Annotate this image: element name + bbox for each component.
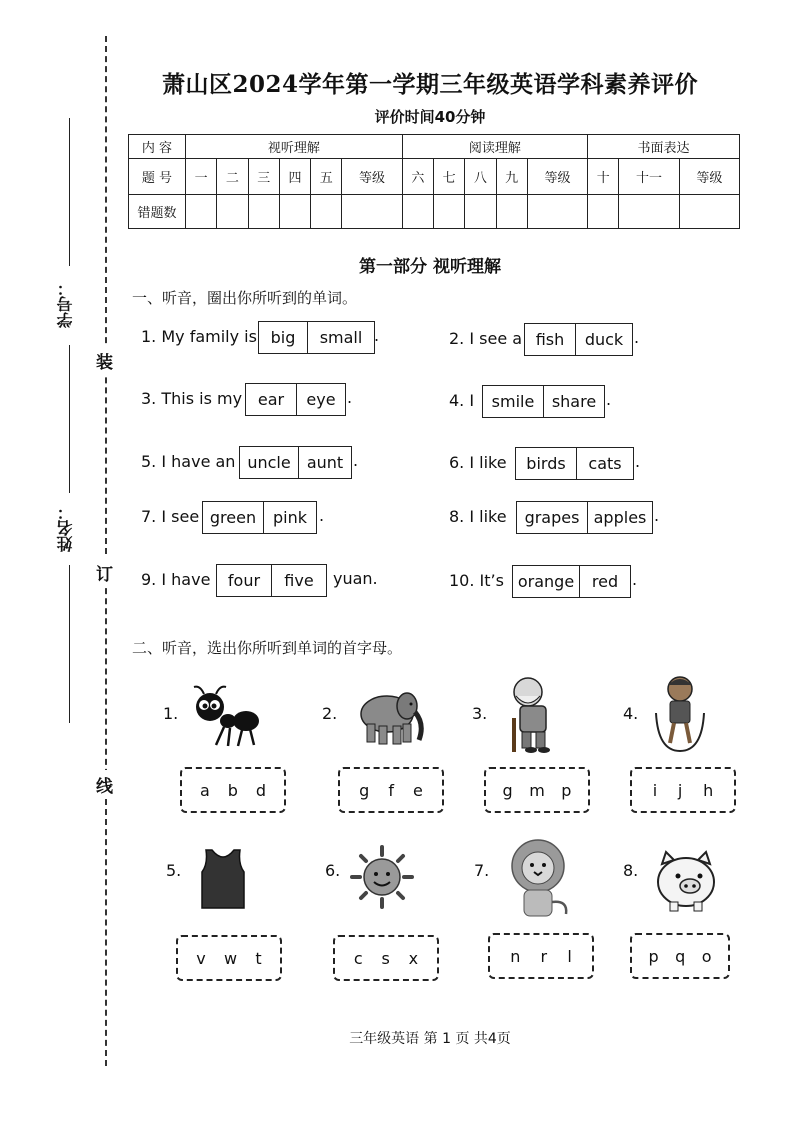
letter-choice-box [484,767,590,813]
question-text: 3. This is my [141,389,243,408]
vest-icon [198,846,248,912]
question-suffix: . [606,390,612,409]
pig-icon [650,848,722,914]
item-number: 1. [163,704,179,723]
question-suffix: . [654,506,660,525]
letter-option[interactable]: p [648,946,659,966]
table-cell: 二 [217,159,248,195]
letter-option[interactable]: l [567,946,572,966]
table-cell: 等级 [342,159,402,195]
student-id-line [69,118,70,266]
letter-option[interactable]: m [529,780,545,800]
letter-choice-box [630,933,730,979]
question-suffix: . [632,570,638,589]
score-table [128,134,740,229]
score-cell[interactable] [588,195,619,229]
question-suffix: . [635,452,641,471]
name-label: 姓名： [56,504,75,552]
group-header: 书面表达 [588,135,740,159]
ant-icon [190,683,265,751]
score-cell[interactable] [527,195,587,229]
choice-box [516,501,653,534]
table-cell: 七 [433,159,464,195]
item-number: 4. [623,704,639,723]
table-cell: 九 [496,159,527,195]
letter-option[interactable]: f [388,780,394,800]
item-number: 8. [623,861,639,880]
choice-box [202,501,317,534]
option-word[interactable]: eye [296,384,345,415]
choice-box [216,564,327,597]
question-text: 6. I like [449,453,507,472]
score-cell[interactable] [186,195,217,229]
elephant-icon [345,684,427,748]
page-footer: 三年级英语 第 1 页 共4页 [349,1031,511,1047]
score-cell[interactable] [217,195,248,229]
letter-option[interactable]: b [227,780,238,800]
letter-choice-box [338,767,444,813]
choice-box [482,385,605,418]
row-label: 题 号 [129,159,186,195]
option-word[interactable]: green [209,508,257,527]
question-text: 7. I see [141,507,200,526]
letter-option[interactable]: e [413,780,423,800]
option-word[interactable]: ear [257,390,285,409]
question-text: 9. I have [141,570,211,589]
option-word[interactable]: pink [263,502,316,533]
question-text: 8. I like [449,507,507,526]
letter-choice-box [176,935,282,981]
score-cell[interactable] [342,195,402,229]
option-word[interactable]: cats [576,448,633,479]
score-cell[interactable] [496,195,527,229]
row-label: 错题数 [129,195,186,229]
option-word[interactable]: fish [535,330,565,349]
sun-icon [350,845,414,909]
choice-box [515,447,634,480]
letter-option[interactable]: v [196,948,206,968]
question-suffix: yuan. [333,569,378,588]
table-cell: 等级 [527,159,587,195]
choice-box [512,565,631,598]
table-row [129,135,740,159]
score-cell[interactable] [433,195,464,229]
table-row [129,195,740,229]
score-cell[interactable] [402,195,433,229]
part-title: 第一部分 视听理解 [359,257,501,277]
letter-option[interactable]: o [701,946,712,966]
table-row [129,159,740,195]
option-word[interactable]: birds [526,454,566,473]
score-cell[interactable] [465,195,496,229]
table-cell: 十 [588,159,619,195]
letter-choice-box [333,935,439,981]
table-cell: 一 [186,159,217,195]
letter-option[interactable]: s [381,948,390,968]
margin-char-ding: 订 [96,558,113,587]
row-label: 内 容 [129,135,186,159]
letter-option[interactable]: r [540,946,548,966]
grandpa-icon [500,674,572,754]
letter-option[interactable]: g [359,780,370,800]
question-suffix: . [634,328,640,347]
letter-option[interactable]: t [255,948,262,968]
choice-box [258,321,375,354]
table-cell: 五 [311,159,342,195]
question-text: 5. I have an [141,452,236,471]
letter-option[interactable]: d [255,780,267,800]
lion-icon [504,838,574,920]
letter-option[interactable]: c [353,948,363,968]
letter-option[interactable]: p [561,780,572,800]
table-cell: 三 [248,159,279,195]
choice-box [524,323,633,356]
letter-option[interactable]: h [703,780,714,800]
section2-heading: 二、听音，选出你所听到单词的首字母。 [132,639,403,657]
letter-choice-box [630,767,736,813]
score-cell[interactable] [248,195,279,229]
option-word[interactable]: duck [575,324,632,355]
option-word[interactable]: aunt [298,447,351,478]
table-cell: 八 [465,159,496,195]
group-header: 阅读理解 [402,135,587,159]
item-number: 7. [474,861,490,880]
question-suffix: . [374,326,380,345]
student-id-label: 学号： [56,280,75,328]
margin-char-xian: 线 [96,770,113,799]
page-title: 萧山区2024学年第一学期三年级英语学科素养评价 [161,71,698,98]
table-cell: 十一 [619,159,679,195]
score-cell[interactable] [311,195,342,229]
option-word[interactable]: five [271,565,326,596]
question-text: 1. My family is [141,327,257,346]
letter-option[interactable]: q [675,946,686,966]
option-word[interactable]: smile [491,392,535,411]
option-word[interactable]: red [579,566,630,597]
option-word[interactable]: big [270,328,296,347]
jump-rope-boy-icon [650,673,710,753]
student-id-line-lower [69,345,70,493]
option-word[interactable]: share [543,386,604,417]
option-word[interactable]: orange [517,572,575,591]
option-word[interactable]: four [227,571,261,590]
name-line [69,565,70,723]
table-cell: 六 [402,159,433,195]
score-cell[interactable] [619,195,679,229]
question-suffix: . [319,506,325,525]
margin-char-zhuang: 装 [96,346,113,375]
letter-option[interactable]: g [502,780,513,800]
letter-option[interactable]: w [224,948,238,968]
binding-dashed-line [105,36,107,1066]
item-number: 3. [472,704,488,723]
choice-box [245,383,346,416]
letter-option[interactable]: j [677,780,683,800]
letter-option[interactable]: x [408,948,419,968]
question-suffix: . [353,451,359,470]
option-word[interactable]: grapes [524,508,580,527]
letter-option[interactable]: i [652,780,658,800]
option-word[interactable]: apples [587,502,652,533]
item-number: 6. [325,861,341,880]
letter-option[interactable]: a [199,780,210,800]
score-cell[interactable] [279,195,310,229]
question-suffix: . [347,388,353,407]
choice-box [239,446,352,479]
table-cell: 等级 [679,159,739,195]
item-number: 5. [166,861,182,880]
question-text: 10. It’s [449,571,504,590]
letter-choice-box [180,767,286,813]
letter-choice-box [488,933,594,979]
score-cell[interactable] [679,195,739,229]
option-word[interactable]: uncle [247,453,291,472]
option-word[interactable]: small [307,322,374,353]
time-limit: 评价时间40分钟 [374,108,486,126]
table-cell: 四 [279,159,310,195]
section1-heading: 一、听音，圈出你所听到的单词。 [132,289,358,307]
question-text: 2. I see a [449,329,523,348]
item-number: 2. [322,704,338,723]
question-text: 4. I [449,391,475,410]
group-header: 视听理解 [186,135,403,159]
letter-option[interactable]: n [510,946,521,966]
